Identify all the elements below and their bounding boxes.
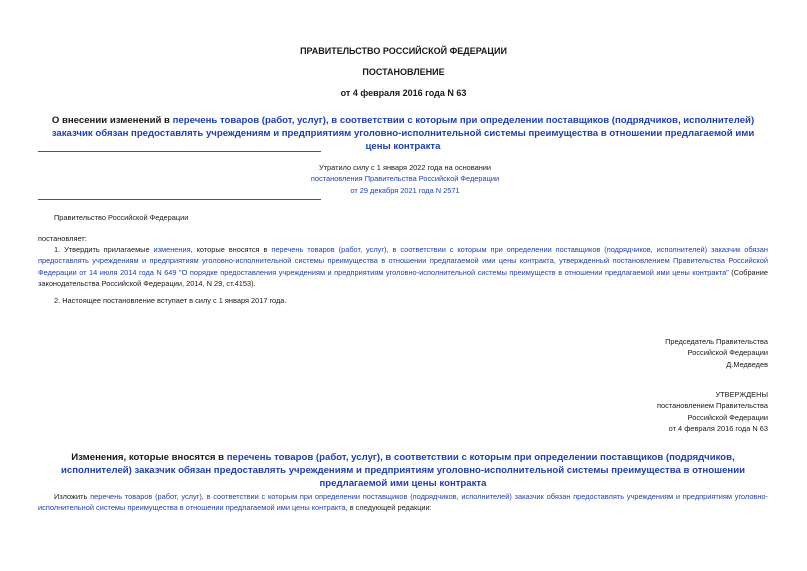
approval-date: от 4 февраля 2016 года N 63	[668, 424, 768, 434]
notice-top-rule	[38, 151, 321, 152]
approval-block	[560, 389, 768, 435]
body-suffix: , в следующей редакции:	[345, 503, 432, 513]
repeal-notice-line1: Утратило силу с 1 января 2022 года на основании	[318, 163, 492, 172]
item-1	[38, 244, 768, 290]
item-1-text-a: 1. Утвердить прилагаемые	[54, 245, 154, 254]
approval-word: УТВЕРЖДЕНЫ	[715, 390, 768, 399]
government-heading: ПРАВИТЕЛЬСТВО РОССИЙСКОЙ ФЕДЕРАЦИИ	[300, 46, 507, 56]
preamble: Правительство Российской Федерации	[54, 213, 189, 222]
notice-bottom-rule	[38, 199, 321, 200]
item-2: 2. Настоящее постановление вступает в силу с 1 января 2017 года.	[54, 296, 287, 305]
repeal-notice-link[interactable]: постановления Правительства Российской Федерации	[310, 174, 500, 184]
item-1-link-changes[interactable]: изменения	[153, 245, 191, 254]
document-type: ПОСТАНОВЛЕНИЕ	[362, 67, 445, 77]
body-paragraph	[38, 491, 768, 514]
signature-position: Председатель Правительства	[665, 337, 768, 346]
decree-word: постановляет:	[38, 234, 87, 243]
document-date: от 4 февраля 2016 года N 63	[340, 88, 467, 98]
body-prefix: Изложить	[54, 492, 91, 501]
title-link-goods-list[interactable]: перечень товаров (работ, услуг), в соответствии с которым при определении поставщиков (подрядчиков, исполнителей) заказчик обязан предоставлять учреждениям и предприятиям уголовно-исполнительной системы преимущества в отношении предлагаемой ими цены контракта	[51, 115, 755, 152]
signature-federation: Российской Федерации	[687, 348, 768, 358]
changes-title	[38, 451, 768, 490]
item-1-text-c: (Собрание законодательства Российской Федерации, 2014, N 29, ст.4153).	[38, 267, 768, 289]
item-1-link-goods-list[interactable]: перечень товаров (работ, услуг), в соответствии с которым при определении поставщиков (подрядчиков, исполнителей) заказчик обязан предоставлять учреждениям и предприятиям уголовно-исполнительной системы преимущества в отношении предлагаемой ими цены контракта, утвержденный постановлением Правительства Российской Федерации от 14 июля 2014 года N 649 "О порядке предоставления учреждениям и предприятиям уголовно-исполнительной системы преимуществ в отношении предлагаемой ими цены контракта"	[38, 245, 768, 277]
approval-federation: Российской Федерации	[687, 412, 768, 422]
repeal-notice-link-date[interactable]: от 29 декабря 2021 года N 2571	[350, 185, 460, 195]
title-prefix: О внесении изменений в	[51, 115, 173, 126]
signature-block	[560, 336, 768, 370]
signature-name: Д.Медведев	[726, 359, 768, 369]
repeal-notice	[290, 162, 520, 196]
document-title	[38, 114, 768, 153]
approval-by: постановлением Правительства	[657, 401, 768, 411]
body-link-goods-list[interactable]: перечень товаров (работ, услуг), в соответствии с которым при определении поставщиков (подрядчиков, исполнителей) заказчик обязан предоставлять учреждениям и предприятиям уголовно-исполнительной системы преимущества в отношении предлагаемой ими цены контракта	[38, 492, 769, 513]
changes-title-prefix: Изменения, которые вносятся в	[71, 452, 227, 463]
changes-title-link[interactable]: перечень товаров (работ, услуг), в соответствии с которым при определении поставщиков (подрядчиков, исполнителей) заказчик обязан предоставлять учреждениям и предприятиям уголовно-исполнительной системы преимущества в отношении предлагаемой ими цены контракта	[61, 452, 745, 489]
item-1-text-b: , которые вносятся в	[190, 245, 272, 254]
